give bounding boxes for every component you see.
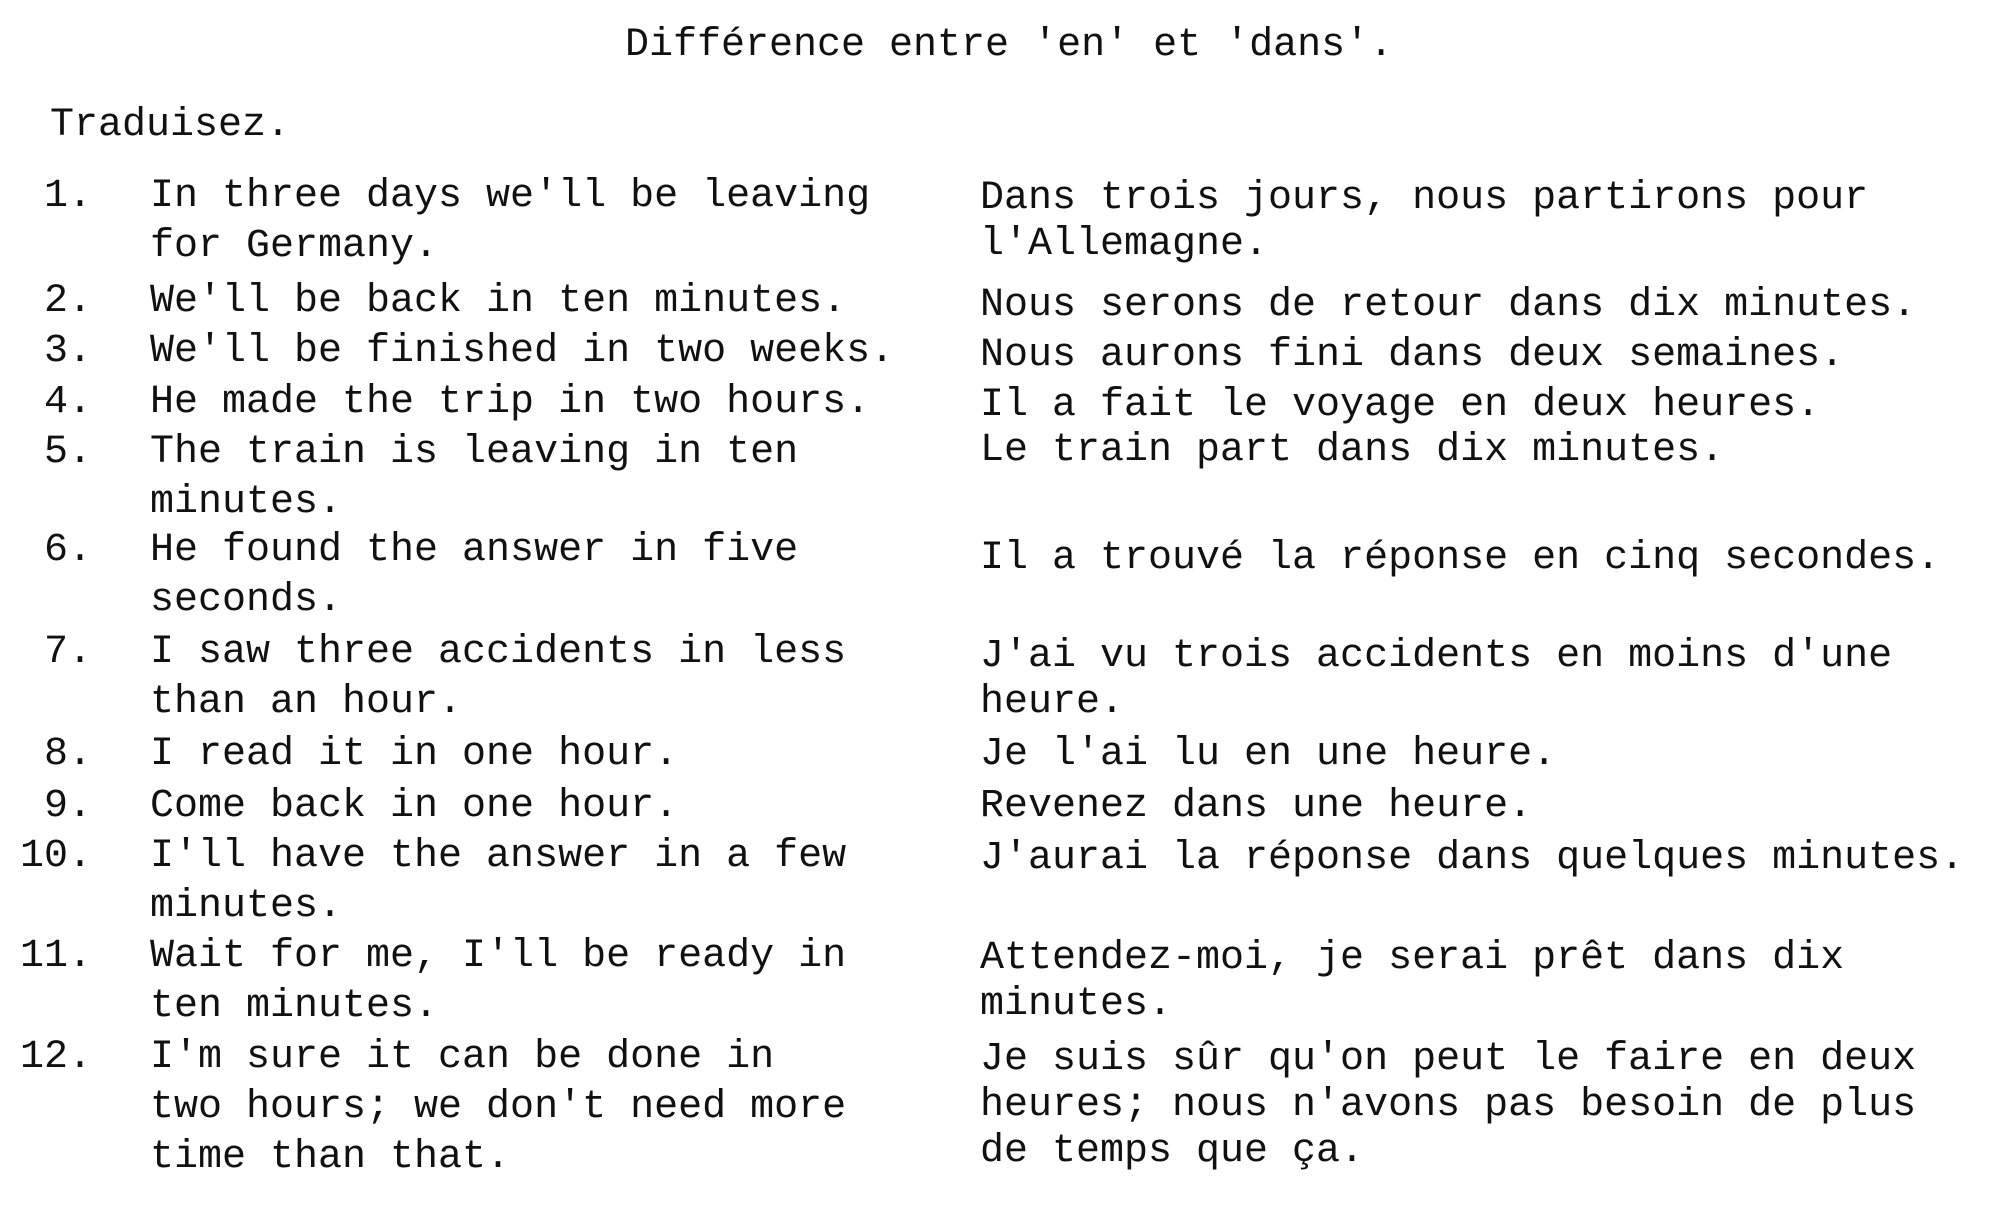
english-sentence: The train is leaving in ten minutes.	[150, 430, 799, 525]
item-number: 6.	[43, 528, 92, 573]
item-number: 10.	[19, 834, 92, 879]
french-translation: Nous serons de retour dans dix minutes.	[980, 283, 1917, 328]
item-number: 7.	[43, 630, 92, 675]
item-number: 5.	[43, 430, 92, 475]
item-number: 2.	[43, 279, 92, 324]
english-sentence: We'll be finished in two weeks.	[150, 329, 895, 374]
item-number: 3.	[43, 329, 92, 374]
english-sentence: We'll be back in ten minutes.	[150, 279, 847, 324]
item-number: 9.	[43, 784, 92, 829]
french-translation: J'aurai la réponse dans quelques minutes.	[980, 836, 1965, 881]
french-translation: Revenez dans une heure.	[980, 784, 1533, 829]
english-sentence: He found the answer in five seconds.	[150, 528, 799, 623]
english-sentence: I saw three accidents in less than an hour.	[150, 630, 847, 725]
item-number: 1.	[43, 174, 92, 219]
french-translation: Nous aurons fini dans deux semaines.	[980, 333, 1845, 378]
french-translation: Dans trois jours, nous partirons pour l'Allemagne.	[980, 176, 1869, 267]
french-translation: Attendez-moi, je serai prêt dans dix minutes.	[980, 936, 1845, 1027]
instruction-label: Traduisez.	[50, 103, 291, 148]
page-title: Différence entre 'en' et 'dans'.	[625, 23, 1394, 68]
english-sentence: Come back in one hour.	[150, 784, 679, 829]
french-translation: Le train part dans dix minutes.	[980, 428, 1725, 473]
english-sentence: He made the trip in two hours.	[150, 380, 871, 425]
item-number: 4.	[43, 380, 92, 425]
item-number: 11.	[19, 934, 92, 979]
item-number: 8.	[43, 732, 92, 777]
french-translation: Il a fait le voyage en deux heures.	[980, 383, 1821, 428]
french-translation: J'ai vu trois accidents en moins d'une heure.	[980, 634, 1893, 725]
french-translation: Je suis sûr qu'on peut le faire en deux heures; nous n'avons pas besoin de plus de temps que ça.	[980, 1037, 1917, 1174]
english-sentence: I'm sure it can be done in two hours; we don't need more time than that.	[150, 1035, 847, 1180]
english-sentence: I read it in one hour.	[150, 732, 679, 777]
item-number: 12.	[19, 1035, 92, 1080]
french-translation: Il a trouvé la réponse en cinq secondes.	[980, 536, 1941, 581]
english-sentence: Wait for me, I'll be ready in ten minutes.	[150, 934, 847, 1029]
english-sentence: In three days we'll be leaving for Germany.	[150, 174, 871, 269]
french-translation: Je l'ai lu en une heure.	[980, 732, 1557, 777]
english-sentence: I'll have the answer in a few minutes.	[150, 834, 847, 929]
